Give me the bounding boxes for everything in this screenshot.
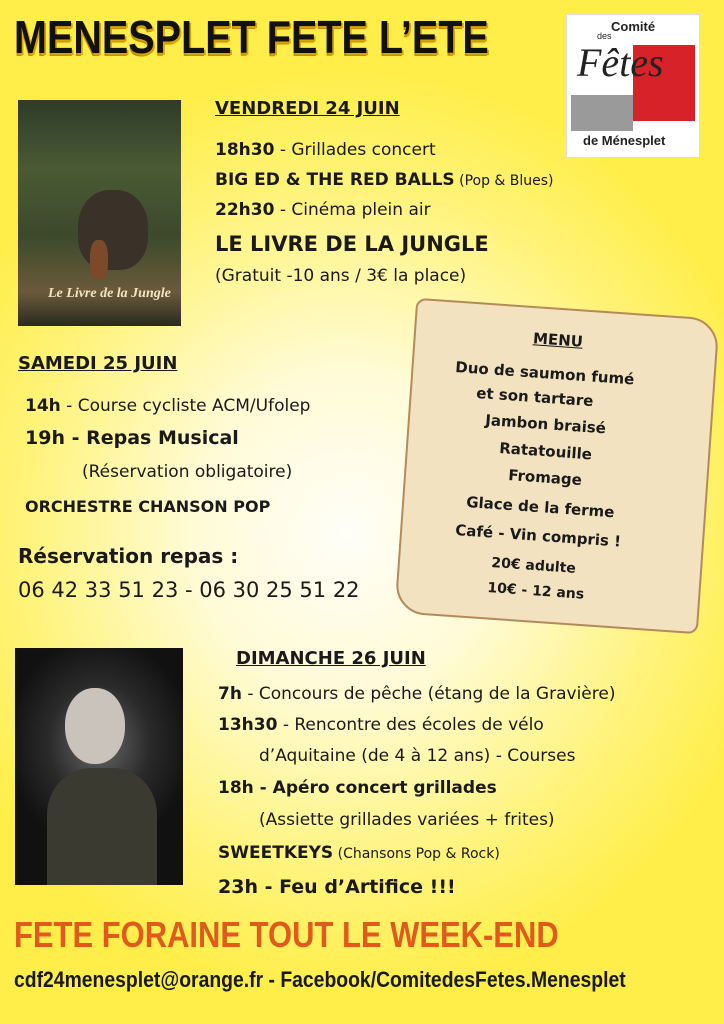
menu-item: Fromage [507, 466, 583, 490]
event-text: - Rencontre des écoles de vélo [277, 715, 544, 735]
day-heading-vendredi: VENDREDI 24 JUIN [215, 98, 400, 119]
event-line [215, 140, 436, 160]
day-heading-samedi: SAMEDI 25 JUIN [18, 353, 178, 374]
band-genre: (Chansons Pop & Rock) [333, 846, 500, 862]
reservation-label: Réservation repas : [18, 544, 239, 568]
event-line [218, 684, 615, 704]
menu-price-adult: 20€ adulte [490, 555, 577, 577]
reservation-note: (Réservation obligatoire) [82, 462, 293, 482]
event-text: - Concours de pêche (étang de la Gravière) [241, 684, 616, 704]
logo-text-fetes: Fêtes [577, 40, 664, 85]
event-line [25, 396, 310, 416]
event-text: - Repas Musical [64, 427, 239, 449]
poster-title: Le Livre de la Jungle [48, 286, 171, 301]
menu-item: Café - Vin compris ! [454, 521, 622, 551]
event-time: 19h [25, 427, 65, 449]
menu-title: MENU [532, 329, 584, 351]
event-text: - Feu d’Artifice !!! [257, 876, 456, 898]
bear-figure [78, 190, 148, 270]
event-line [215, 200, 431, 220]
movie-price: (Gratuit -10 ans / 3€ la place) [215, 266, 467, 286]
day-heading-dimanche: DIMANCHE 26 JUIN [236, 648, 426, 669]
event-line-continued: (Assiette grillades variées + frites) [259, 810, 555, 830]
menu-item: Duo de saumon fumé [454, 358, 635, 389]
band-name: SWEETKEYS [218, 843, 334, 863]
event-text: - Grillades concert [274, 140, 436, 160]
menu-item: Glace de la ferme [465, 493, 616, 522]
event-time: 14h [25, 396, 61, 416]
boy-figure [90, 240, 108, 280]
singer-photo [15, 648, 183, 885]
singer-head [65, 688, 125, 764]
comite-des-fetes-logo [566, 14, 700, 158]
event-line [218, 778, 497, 798]
logo-text-des: des [597, 31, 612, 41]
event-text: - Apéro concert grillades [253, 778, 497, 798]
menu-price-child: 10€ - 12 ans [486, 580, 585, 603]
event-line [218, 876, 456, 898]
logo-gray-dancers-block [571, 95, 633, 131]
band-name: BIG ED & THE RED BALLS [215, 170, 455, 190]
event-text: - Cinéma plein air [274, 200, 431, 220]
movie-title: LE LIVRE DE LA JUNGLE [215, 232, 489, 256]
event-line [25, 427, 239, 449]
event-time: 13h30 [218, 715, 278, 735]
event-line [218, 843, 500, 863]
reservation-phones: 06 42 33 51 23 - 06 30 25 51 22 [18, 578, 360, 602]
event-time: 7h [218, 684, 242, 704]
band-genre: (Pop & Blues) [454, 173, 554, 189]
singer-body [47, 768, 157, 885]
event-time: 22h30 [215, 200, 275, 220]
menu-item: Ratatouille [498, 439, 593, 464]
contact-line: cdf24menesplet@orange.fr - Facebook/ComitedesFetes.Menesplet [14, 967, 626, 992]
fete-foraine-banner: FETE FORAINE TOUT LE WEEK-END [14, 914, 559, 955]
page-title: MENESPLET FETE L’ETE [14, 11, 489, 63]
menu-item: et son tartare [475, 384, 594, 411]
event-line [215, 170, 554, 190]
jungle-book-poster-image [18, 100, 181, 326]
orchestra-name: ORCHESTRE CHANSON POP [25, 497, 271, 516]
event-time: 18h30 [215, 140, 275, 160]
event-line [218, 715, 544, 735]
logo-text-comite: Comité [611, 19, 656, 34]
event-time: 18h [218, 778, 254, 798]
menu-item: Jambon braisé [484, 411, 607, 438]
logo-text-menesplet: de Ménesplet [583, 133, 666, 148]
event-text: - Course cycliste ACM/Ufolep [60, 396, 311, 416]
event-line-continued: d’Aquitaine (de 4 à 12 ans) - Courses [259, 746, 576, 766]
event-time: 23h [218, 876, 258, 898]
